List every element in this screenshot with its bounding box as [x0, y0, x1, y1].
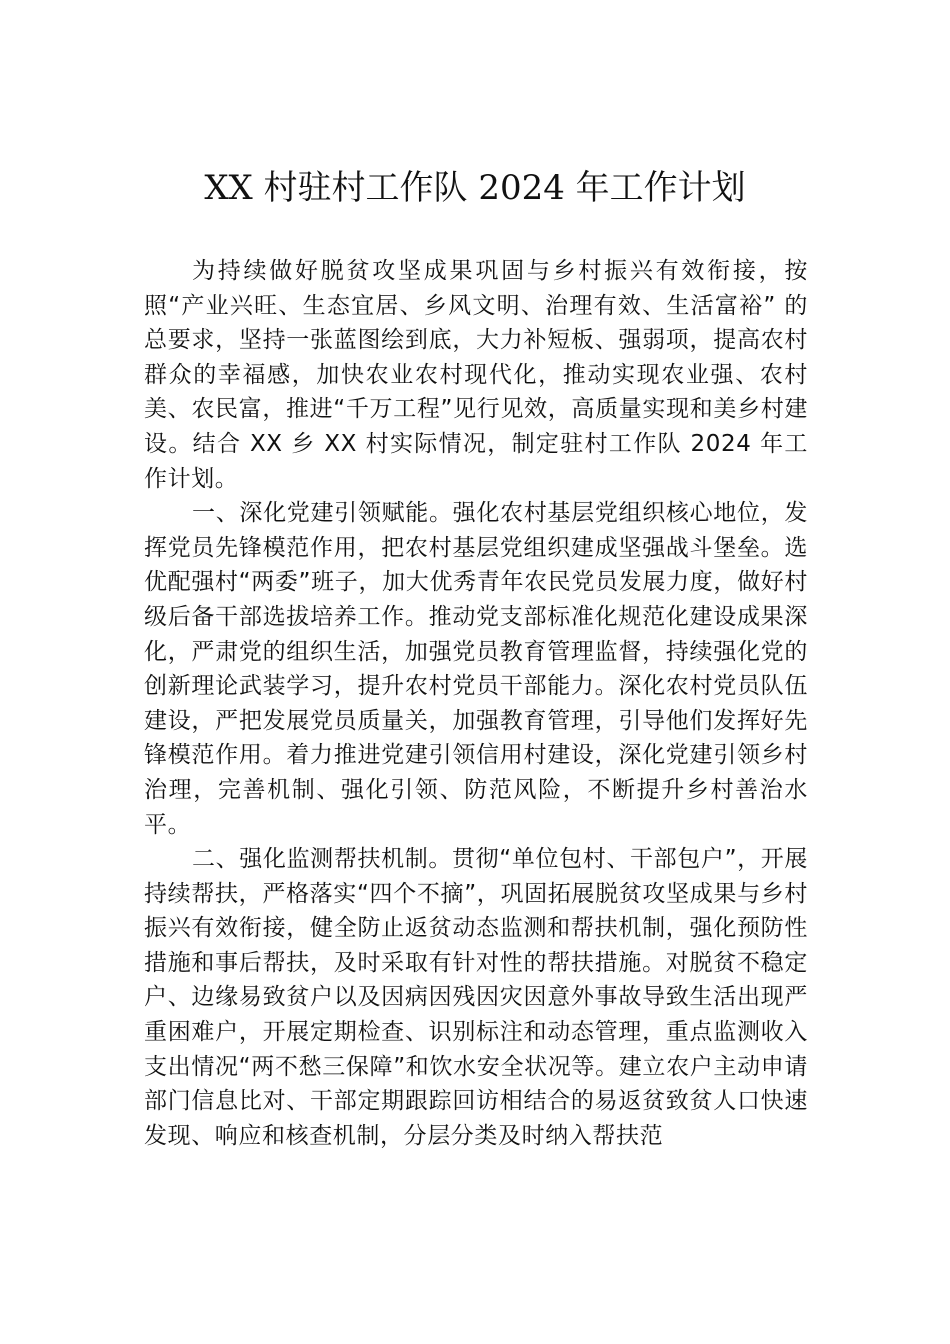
document-title: XX 村驻村工作队 2024 年工作计划 [204, 168, 746, 208]
paragraph-party-building: 一、深化党建引领赋能。强化农村基层党组织核心地位，发挥党员先锋模范作用，把农村基层党组织建成坚强战斗堡垒。选优配强村“两委”班子，加大优秀青年农民党员发展力度，做好村级后备干部选拔培养工作。推动党支部标准化规范化建设成果深化，严肃党的组织生活，加强党员教育管理监督，持续强化党的创新理论武装学习，提升农村党员干部能力。深化农村党员队伍建设，严把发展党员质量关，加强教育管理，引导他们发挥好先锋模范作用。着力推进党建引领信用村建设，深化党建引领乡村治理，完善机制、强化引领、防范风险，不断提升乡村善治水平。 [144, 500, 808, 838]
document-body [144, 254, 808, 1153]
paragraph-intro: 为持续做好脱贫攻坚成果巩固与乡村振兴有效衔接，按照“产业兴旺、生态宜居、乡风文明、治理有效、生活富裕” 的总要求，坚持一张蓝图绘到底，大力补短板、强弱项，提高农村群众的幸福感，加快农业农村现代化，推动实现农业强、农村美、农民富，推进“千万工程”见行见效，高质量实现和美乡村建设。结合 XX 乡 XX 村实际情况，制定驻村工作队 2024 年工作计划。 [144, 258, 808, 492]
paragraph-monitoring-support: 二、强化监测帮扶机制。贯彻“单位包村、干部包户”，开展持续帮扶，严格落实“四个不摘”，巩固拓展脱贫攻坚成果与乡村振兴有效衔接，健全防止返贫动态监测和帮扶机制，强化预防性措施和事后帮扶，及时采取有针对性的帮扶措施。对脱贫不稳定户、边缘易致贫户以及因病因残因灾因意外事故导致生活出现严重困难户，开展定期检查、识别标注和动态管理，重点监测收入支出情况“两不愁三保障”和饮水安全状况等。建立农户主动申请部门信息比对、干部定期跟踪回访相结合的易返贫致贫人口快速发现、响应和核查机制，分层分类及时纳入帮扶范 [144, 846, 808, 1149]
